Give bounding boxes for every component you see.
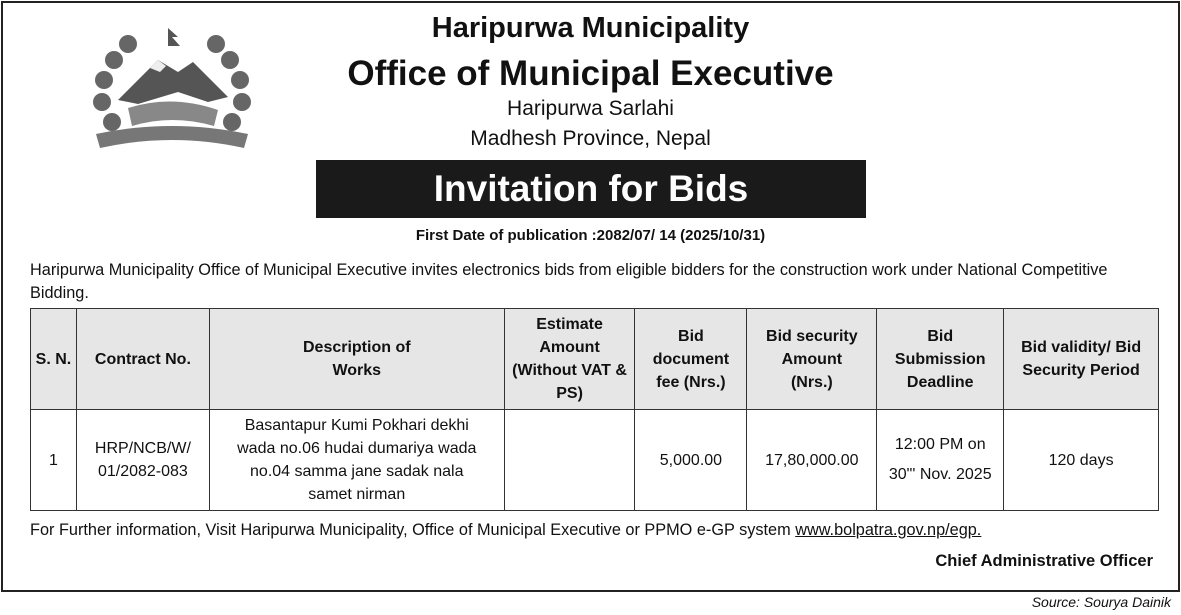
address-line-1: Haripurwa Sarlahi (507, 97, 674, 120)
publication-date: First Date of publication :2082/07/ 14 (2025/10/31) (415, 227, 766, 244)
header-validity: Bid validity/ Bid Security Period (1004, 309, 1159, 410)
source-credit: Source: Sourya Dainik (1031, 594, 1171, 610)
cell-sn: 1 (31, 410, 77, 511)
further-info (30, 521, 981, 540)
intro-paragraph: Haripurwa Municipality Office of Municipal Executive invites electronics bids from eligible bidders for the construction work under National Competitive Bidding. (30, 261, 1108, 302)
address-line-2: Madhesh Province, Nepal (470, 127, 711, 150)
header-security: Bid security Amount (Nrs.) (747, 309, 877, 410)
table-row (31, 410, 1159, 511)
cell-contract-no: HRP/NCB/W/ 01/2082-083 (76, 410, 209, 511)
cell-validity: 120 days (1004, 410, 1159, 511)
bid-table (30, 308, 1159, 511)
organization-name: Haripurwa Municipality (431, 12, 750, 44)
table-header-row (31, 309, 1159, 410)
cell-estimate (504, 410, 635, 511)
cell-doc-fee: 5,000.00 (635, 410, 747, 511)
cell-security: 17,80,000.00 (747, 410, 877, 511)
signatory: Chief Administrative Officer (935, 552, 1153, 570)
header-sn: S. N. (31, 309, 77, 410)
header-description: Description of Works (209, 309, 504, 410)
header-contract-no: Contract No. (76, 309, 209, 410)
cell-deadline: 12:00 PM on 30"' Nov. 2025 (877, 410, 1004, 511)
cell-description: Basantapur Kumi Pokhari dekhi wada no.06 hudai dumariya wada no.04 samma jane sadak nala samet nirman (209, 410, 504, 511)
notice-title-banner: Invitation for Bids (316, 160, 866, 218)
header-doc-fee: Bid document fee (Nrs.) (635, 309, 747, 410)
further-info-text: For Further information, Visit Haripurwa Municipality, Office of Municipal Executive or PPMO e-GP system (30, 521, 796, 539)
egp-link[interactable]: www.bolpatra.gov.np/egp. (795, 521, 982, 539)
office-name: Office of Municipal Executive (347, 54, 834, 93)
header-estimate: Estimate Amount (Without VAT & PS) (504, 309, 635, 410)
header-deadline: Bid Submission Deadline (877, 309, 1004, 410)
